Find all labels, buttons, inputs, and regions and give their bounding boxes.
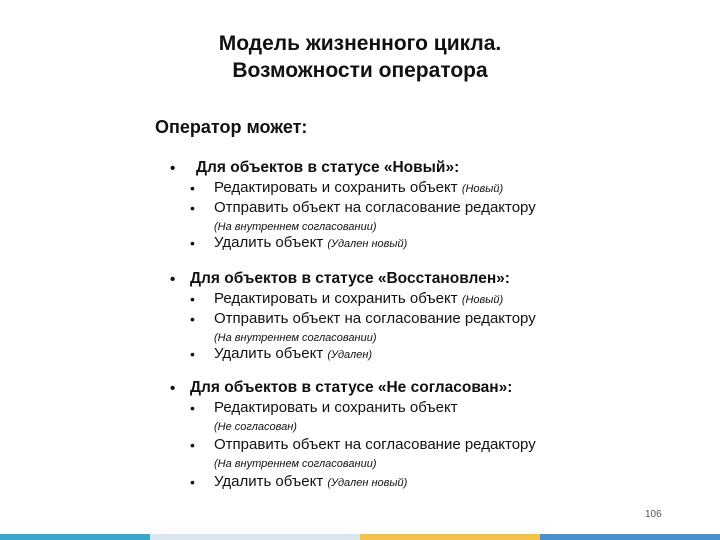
section-2-item-1-bullet: • [190, 291, 195, 307]
section-2-bullet: • [170, 271, 176, 288]
section-1-item-2-bullet: • [190, 200, 195, 216]
section-3-item-1-text: Редактировать и сохранить объект [214, 399, 458, 416]
section-1-item-3-text: Удалить объект [214, 234, 324, 251]
section-3-item-3-bullet: • [190, 474, 195, 490]
title-line-1: Модель жизненного цикла. [218, 32, 502, 55]
section-1-item-1-text: Редактировать и сохранить объект [214, 179, 458, 196]
section-1-item-2-text: Отправить объект на согласование редактору [214, 199, 536, 216]
section-3-item-2-note: (На внутреннем согласовании) [214, 458, 377, 470]
section-2-item-1 [214, 290, 503, 307]
lead-text: Оператор может: [155, 117, 308, 137]
section-1-item-3 [214, 234, 407, 251]
section-1-item-2-note: (На внутреннем согласовании) [214, 221, 377, 233]
section-1-bullet: • [170, 160, 176, 177]
footer-color-bar [0, 534, 720, 540]
section-1-heading: Для объектов в статусе «Новый»: [196, 159, 460, 176]
section-2-item-2-text: Отправить объект на согласование редактору [214, 310, 536, 327]
section-1-item-1 [214, 179, 503, 196]
section-3-heading: Для объектов в статусе «Не согласован»: [190, 379, 513, 396]
slide-title [0, 30, 720, 84]
section-1-item-1-note: (Новый) [461, 183, 504, 195]
footer-segment-gold [360, 534, 540, 540]
section-1-item-3-bullet: • [190, 235, 195, 251]
section-3-item-3-note: (Удален новый) [327, 477, 408, 489]
section-3-item-1-bullet: • [190, 400, 195, 416]
section-2-heading: Для объектов в статусе «Восстановлен»: [190, 270, 510, 287]
section-2-item-3-bullet: • [190, 346, 195, 362]
title-line-2: Возможности оператора [232, 59, 488, 82]
page-number: 106 [645, 509, 662, 520]
footer-segment-blue [540, 534, 720, 540]
section-3-item-2-bullet: • [190, 437, 195, 453]
section-2-item-2-note: (На внутреннем согласовании) [214, 332, 377, 344]
section-1-item-1-bullet: • [190, 180, 195, 196]
section-3-item-3 [214, 473, 407, 490]
section-3-bullet: • [170, 380, 176, 397]
section-2-item-3-note: (Удален) [327, 349, 373, 361]
section-1-item-3-note: (Удален новый) [327, 238, 408, 250]
footer-segment-teal [0, 534, 150, 540]
footer-segment-light [150, 534, 360, 540]
section-2-item-3 [214, 345, 372, 362]
section-2-item-2-bullet: • [190, 311, 195, 327]
section-2-item-3-text: Удалить объект [214, 345, 324, 362]
section-3-item-1-note: (Не согласован) [214, 421, 297, 433]
section-3-item-3-text: Удалить объект [214, 473, 324, 490]
section-2-item-1-note: (Новый) [461, 294, 504, 306]
section-3-item-2-text: Отправить объект на согласование редактору [214, 436, 536, 453]
section-2-item-1-text: Редактировать и сохранить объект [214, 290, 458, 307]
